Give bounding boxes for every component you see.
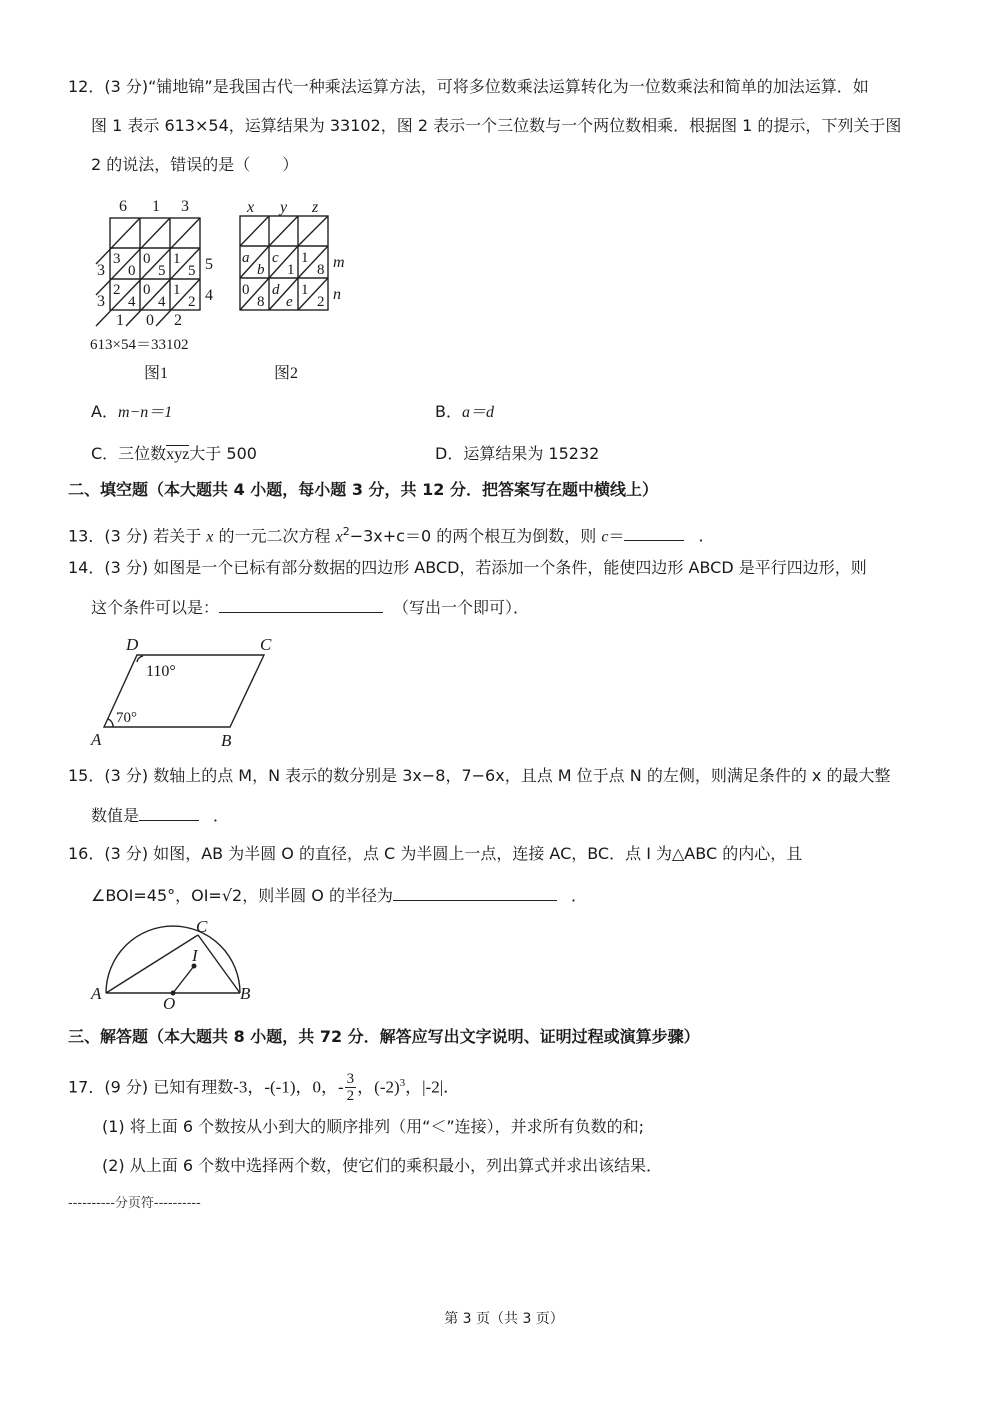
fig1-cell: 3	[113, 251, 121, 267]
q15-line1: 15．(3 分) 数轴上的点 M，N 表示的数分别是 3x−8，7−6x，且点 M 位于点 N 的左侧，则满足条件的 x 的最大整	[68, 766, 891, 785]
figure-1	[82, 192, 232, 387]
q17-sub1: (1) 将上面 6 个数按从小到大的顺序排列（用“＜”连接），并求所有负数的和;	[102, 1117, 645, 1136]
fig1-cell: 5	[158, 263, 166, 279]
fig1-left-3b: 3	[97, 293, 105, 310]
q12-line3: 2 的说法，错误的是（ ）	[91, 155, 299, 174]
q14-label-d: D	[126, 635, 139, 654]
fig2-right-n: n	[333, 286, 341, 303]
q16-semicircle-figure	[88, 912, 263, 1012]
fig2-cell: 1	[287, 262, 295, 278]
q13-mid1: 的一元二次方程	[213, 526, 336, 546]
fig1-bottom-0: 0	[146, 312, 154, 329]
q14-angle-a: 70°	[116, 710, 137, 726]
q13-exponent: 2	[342, 525, 350, 538]
fig2-cell: e	[286, 294, 293, 310]
q14-line2-prefix: 这个条件可以是：	[91, 598, 220, 617]
page-footer: 第 3 页（共 3 页）	[444, 1311, 564, 1327]
q14-line1: 14．(3 分) 如图是一个已标有部分数据的四边形 ABCD，若添加一个条件，能使四边形 ABCD 是平行四边形，则	[68, 558, 867, 577]
fig1-cell: 0	[143, 282, 151, 298]
fig1-cell: 1	[173, 251, 181, 267]
fig1-cell: 2	[113, 282, 121, 298]
q16-label-o: O	[163, 994, 176, 1013]
option-b-label: B．	[435, 402, 462, 421]
option-a	[91, 401, 172, 424]
q15-line2-text: 数值是	[91, 806, 140, 825]
q16-answer-blank[interactable]	[393, 884, 557, 901]
q13-var-x: x	[206, 528, 214, 546]
q17-numbers-c: ，|-2|．	[405, 1077, 461, 1097]
q13-equation-rest: −3x+c＝0	[349, 526, 432, 546]
q13-eq-x: x	[335, 528, 343, 546]
q17-fraction	[345, 1071, 357, 1104]
q17-prefix: 17．(9 分) 已知有理数	[68, 1077, 234, 1097]
q14-label-c: C	[260, 635, 272, 654]
q13-equals: ＝	[608, 526, 625, 546]
fig2-cell: 2	[317, 294, 325, 310]
fig1-cell: 2	[188, 294, 196, 310]
q16-label-i: I	[192, 946, 198, 965]
fig2-caption: 图2	[274, 365, 299, 382]
fig2-top-x: x	[247, 199, 255, 216]
fig2-cell: 8	[317, 262, 325, 278]
fig1-left-3a: 3	[97, 262, 105, 279]
fig1-top-6: 6	[119, 198, 127, 215]
section-2-heading: 二、填空题（本大题共 4 小题，每小题 3 分，共 12 分．把答案写在题中横线上）	[68, 480, 658, 499]
q14-line2	[91, 596, 529, 619]
q14-angle-d: 110°	[146, 663, 176, 680]
q15-end: ．	[213, 806, 230, 825]
fig1-equation: 613×54＝33102	[90, 337, 189, 353]
q16-label-c: C	[196, 917, 208, 936]
q16-condition: ∠BOI=45°，OI=√2，则半圆 O 的半径为	[91, 886, 393, 905]
fig1-caption: 图1	[144, 365, 169, 382]
q17-line1	[68, 1065, 461, 1105]
q17-numbers-b: ，(-2)	[357, 1077, 400, 1097]
q15-answer-blank[interactable]	[139, 804, 199, 821]
q14-label-a: A	[91, 730, 102, 749]
fig2-cell: 1	[301, 282, 309, 298]
fig1-cell: 4	[128, 294, 136, 310]
q16-line2	[91, 884, 587, 907]
q12-line2: 图 1 表示 613×54，运算结果为 33102，图 2 表示一个三位数与一个两位数相乘．根据图 1 的提示，下列关于图	[91, 116, 902, 135]
option-a-label: A．	[91, 402, 118, 421]
q17-sub2: (2) 从上面 6 个数中选择两个数，使它们的乘积最小，列出算式并求出该结果．	[102, 1156, 663, 1175]
fig2-right-m: m	[333, 254, 345, 271]
option-b	[435, 401, 494, 424]
figure-2	[230, 192, 355, 387]
fig2-cell: b	[257, 262, 265, 278]
section-3-heading: 三、解答题（本大题共 8 小题，共 72 分．解答应写出文字说明、证明过程或演算步骤）	[68, 1027, 700, 1046]
fig2-cell: a	[242, 250, 250, 266]
q17-fraction-numerator: 3	[346, 1071, 355, 1088]
option-d: D．运算结果为 15232	[435, 444, 600, 463]
fig2-cell: d	[272, 282, 280, 298]
q15-line2	[91, 804, 229, 827]
fig1-top-3: 3	[181, 198, 189, 215]
q17-fraction-denominator: 2	[346, 1088, 355, 1105]
fig1-right-4: 4	[205, 287, 213, 304]
option-c	[91, 443, 257, 465]
fig2-top-z: z	[312, 199, 319, 216]
q13-answer-blank[interactable]	[624, 524, 684, 541]
q16-label-a: A	[91, 984, 102, 1003]
fig2-cell: 1	[301, 250, 309, 266]
q13-var-c: c	[601, 528, 609, 546]
q12-line1: 12．(3 分)“铺地锦”是我国古代一种乘法运算方法，可将多位数乘法运算转化为一位数乘法和简单的加法运算．如	[68, 77, 869, 96]
q13-end: ．	[698, 526, 715, 546]
fig2-top-y: y	[280, 199, 288, 216]
q13-mid2: 的两个根互为倒数，则	[431, 526, 602, 546]
fig1-right-5: 5	[205, 256, 213, 273]
fig2-cell: 0	[242, 282, 250, 298]
option-b-text: a＝d	[461, 404, 494, 421]
q14-line2-suffix: （写出一个即可）．	[393, 598, 530, 617]
q16-line1: 16．(3 分) 如图，AB 为半圆 O 的直径，点 C 为半圆上一点，连接 AC，BC．点 I 为△ABC 的内心，且	[68, 844, 803, 863]
fig1-bottom-1: 1	[116, 312, 124, 329]
q17-power: 3	[399, 1077, 406, 1089]
fig2-cell: c	[272, 250, 279, 266]
fig1-cell: 0	[128, 263, 136, 279]
fig1-bottom-2: 2	[174, 312, 182, 329]
q14-parallelogram-figure	[85, 630, 285, 755]
fig1-cell: 1	[173, 282, 181, 298]
q17-numbers-a: -3，-(-1)，0，-	[233, 1077, 344, 1097]
q16-label-b: B	[240, 984, 251, 1003]
fig1-cell: 0	[143, 251, 151, 267]
option-c-label: C．三位数	[91, 444, 167, 463]
fig1-top-1: 1	[152, 198, 160, 215]
page-break-marker: ----------分页符----------	[68, 1196, 201, 1211]
option-c-overline-number: xyz	[166, 446, 190, 463]
option-a-text: m−n＝1	[117, 404, 173, 421]
q13	[68, 521, 714, 548]
q13-prefix: 13．(3 分) 若关于	[68, 526, 207, 546]
q14-answer-blank[interactable]	[219, 596, 383, 613]
fig1-cell: 4	[158, 294, 166, 310]
q14-label-b: B	[221, 731, 232, 750]
fig1-cell: 5	[188, 263, 196, 279]
q16-end: ．	[570, 886, 587, 905]
option-c-tail: 大于 500	[189, 444, 257, 463]
fig2-cell: 8	[257, 294, 265, 310]
